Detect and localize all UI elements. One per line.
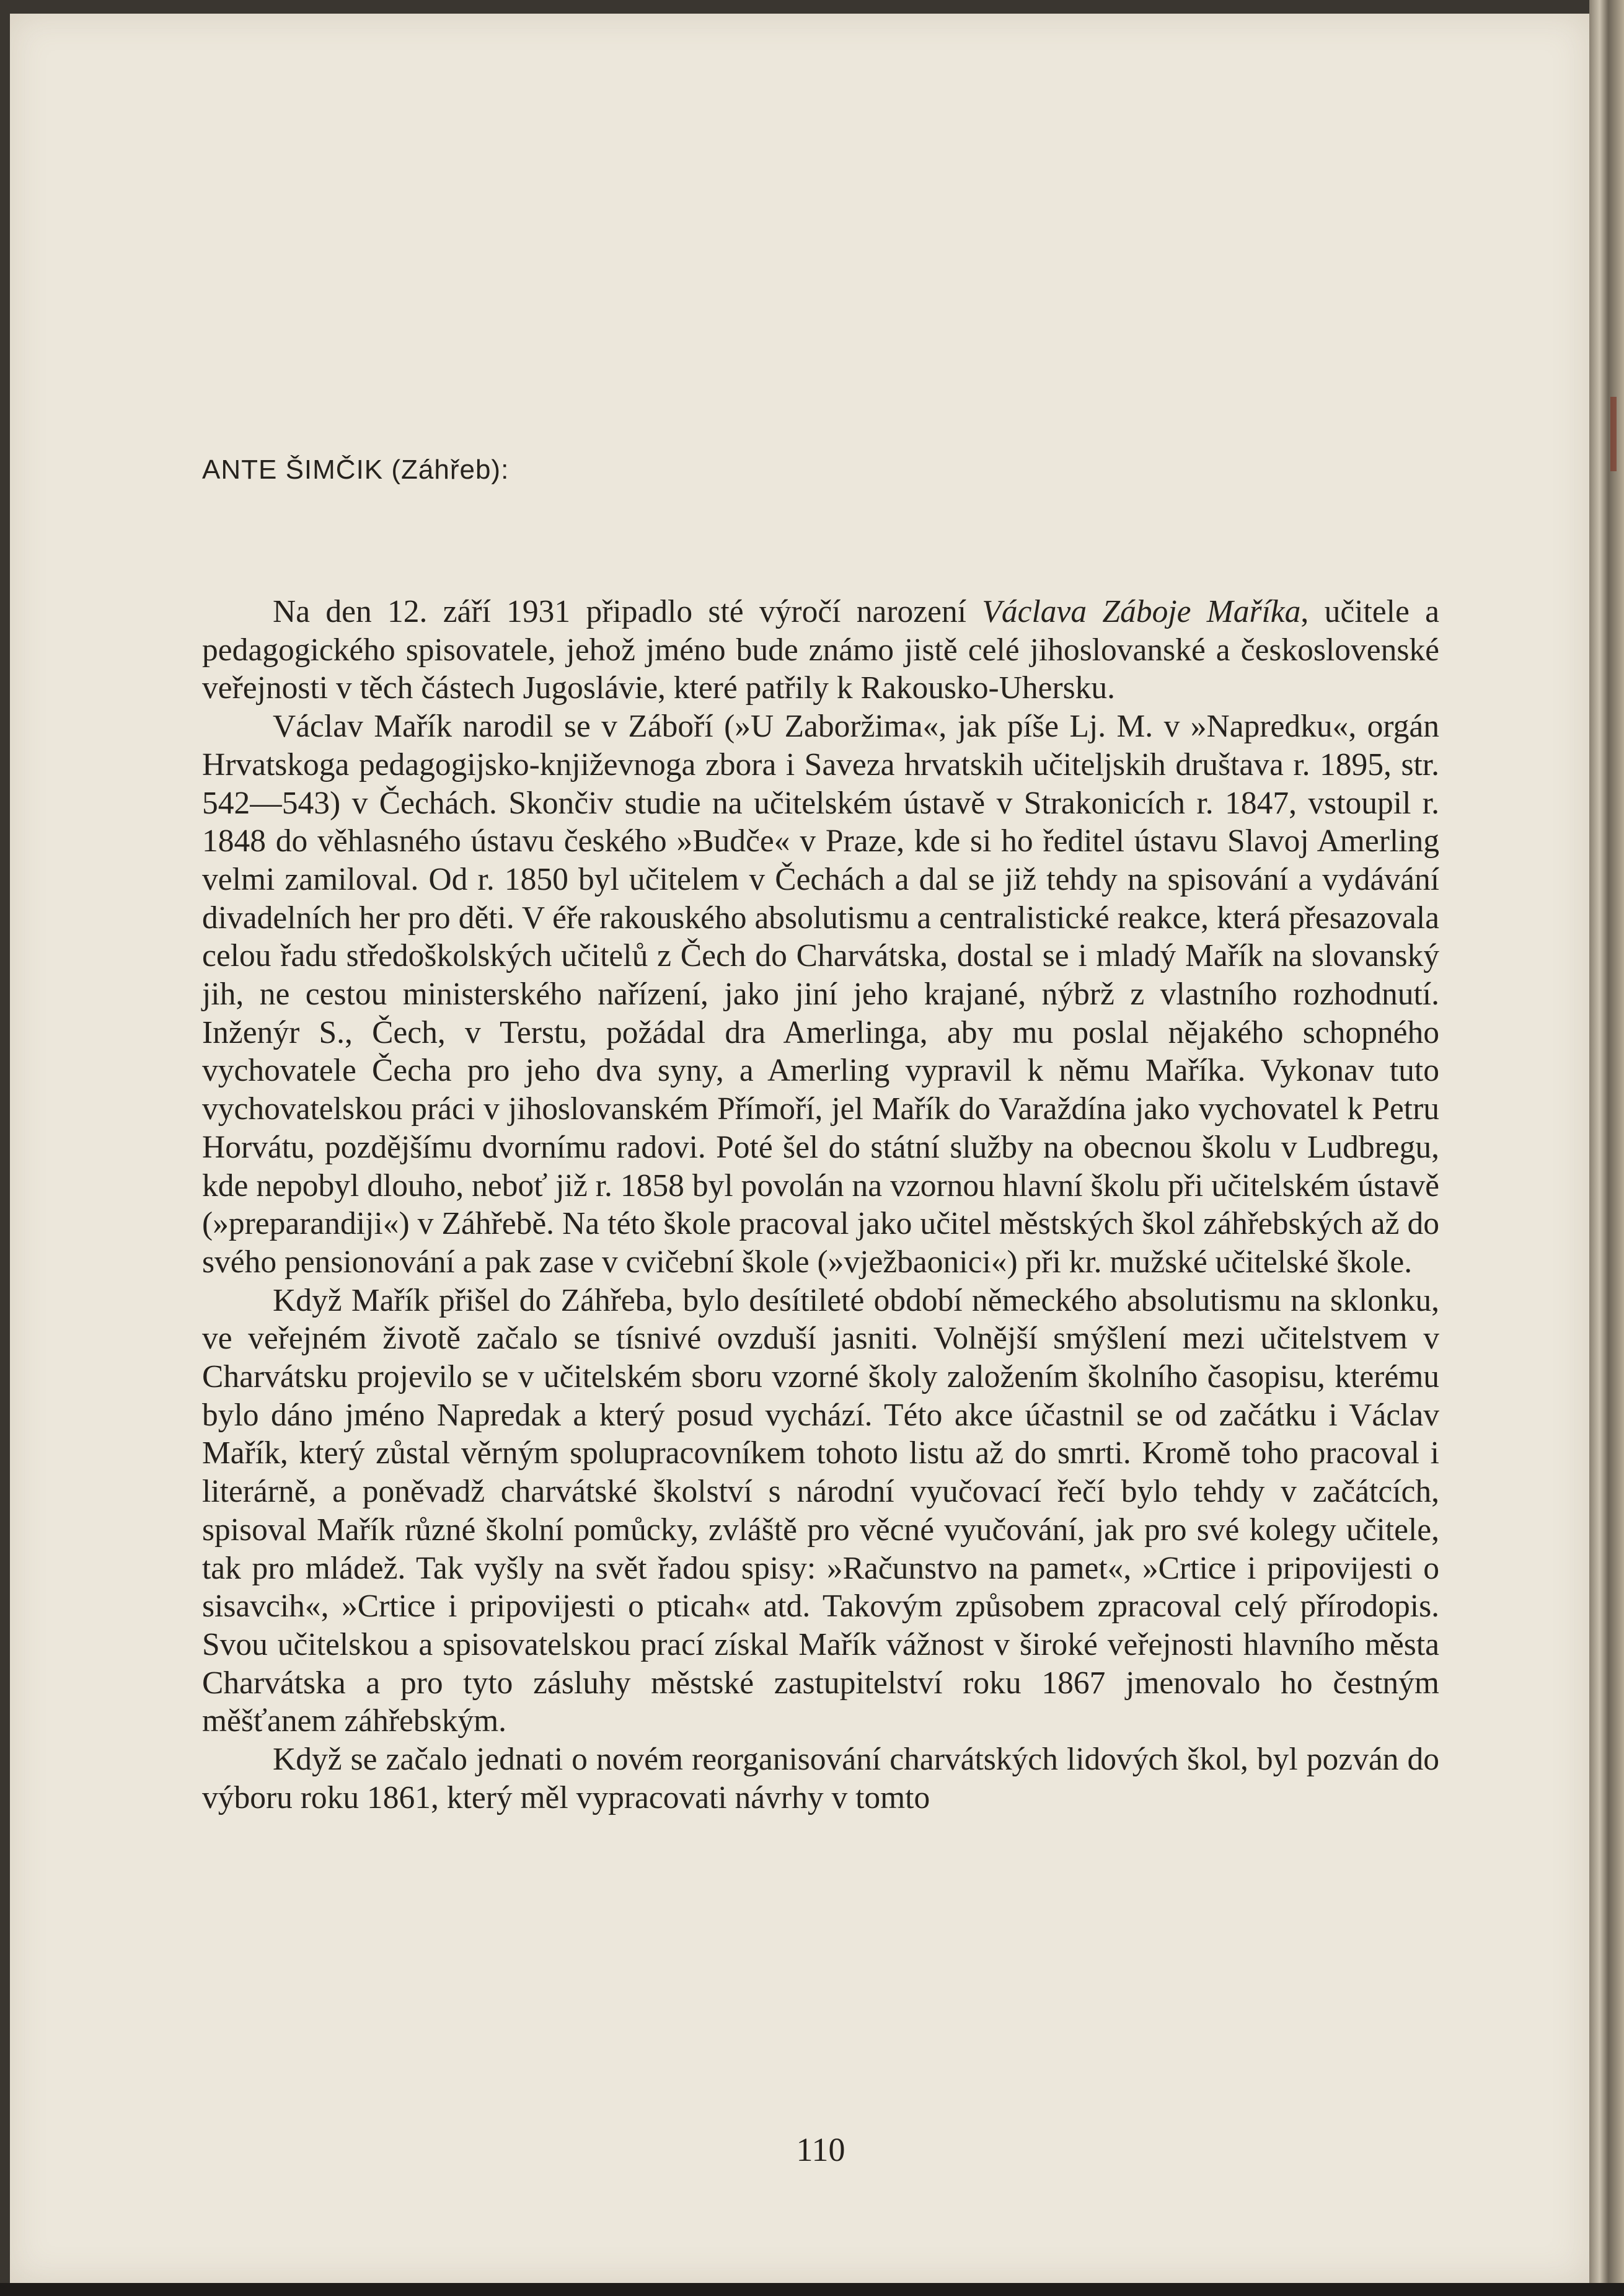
paragraph-1-start: Na den 12. září 1931 připadlo sté výročí narození: [273, 594, 982, 629]
author-line: ANTE ŠIMČIK (Záhřeb):: [202, 454, 510, 485]
paragraph-2: Václav Mařík narodil se v Záboří (»U Zaboržima«, jak píše Lj. M. v »Napredku«, orgán Hrvatskoga pedagogijsko-književnoga zbora i Saveza hrvatskih učiteljskih društava r. 1895, str. 542—543) v Čechách. Skončiv studie na učitelském ústavě v Strakonicích r. 1847, vstoupil r. 1848 do věhlasného ústavu českého »Budče« v Praze, kde si ho ředitel ústavu Slavoj Amerling velmi zamiloval. Od r. 1850 byl učitelem v Čechách a dal se již tehdy na spisování a vydávání divadelních her pro děti. V éře rakouského absolutismu a centralistické reakce, která přesazovala celou řadu středoškolských učitelů z Čech do Charvátska, dostal se i mladý Mařík na slovanský jih, ne cestou ministerského nařízení, jako jiní jeho krajané, nýbrž z vlastního rozhodnutí. Inženýr S., Čech, v Terstu, požádal dra Amerlinga, aby mu poslal nějakého schopného vychovatele Čecha pro jeho dva syny, a Amerling vypravil k němu Maříka. Vykonav tuto vychovatelskou práci v jihoslovanském Přímoří, jel Mařík do Varaždína jako vychovatel k Petru Horvátu, pozdějšímu dvornímu radovi. Poté šel do státní služby na obecnou školu v Ludbregu, kde nepobyl dlouho, neboť již r. 1858 byl povolán na vzornou hlavní školu při učitelském ústavě (»preparandiji«) v Záhřebě. Na této škole pracoval jako učitel městských škol záhřebských až do svého pensionování a pak zase v cvičební škole (»vježbaonici«) při kr. mužské učitelské škole.: [202, 709, 1439, 1280]
paragraph-1-name-italic: Václava Záboje Maříka: [982, 594, 1301, 629]
article-body: [202, 593, 1439, 1817]
paragraph-1: [202, 593, 1439, 707]
paragraph-3: Když Mařík přišel do Záhřeba, bylo desítileté období německého absolutismu na sklonku, ve veřejném životě začalo se tísnivé ovzduší jasniti. Volnější smýšlení mezi učitelstvem v Charvátsku projevilo se v učitelském sboru vzorné školy založením školního časopisu, kterému bylo dáno jméno Napredak a který posud vychází. Této akce účastnil se od začátku i Václav Mařík, který zůstal věrným spolupracovníkem tohoto listu až do smrti. Kromě toho pracoval i literárně, a poněvadž charvátské školství s národní vyučovací řečí bylo tehdy v začátcích, spisoval Mařík různé školní pomůcky, zvláště pro věcné vyučování, jak pro své kolegy učitele, tak pro mládež. Tak vyšly na svět řadou spisy: »Računstvo na pamet«, »Crtice i pripovijesti o sisavcih«, »Crtice i pripovijesti o pticah« atd. Takovým způsobem zpracoval celý přírodopis. Svou učitelskou a spisovatelskou prací získal Mařík vážnost v široké veřejnosti hlavního města Charvátska a pro tyto zásluhy městské zastupitelství roku 1867 jmenovalo ho čestným měšťanem záhřebským.: [202, 1282, 1439, 1739]
paragraph-1-end: , učitele a pedagogického spisovatele, jehož jméno bude známo jistě celé jihoslovanské a československé veřejnosti v těch částech Jugoslávie, které patřily k Rakousko-Uhersku.: [202, 594, 1439, 706]
paragraph-4: Když se začalo jednati o novém reorganisování charvátských lidových škol, byl pozván do výboru roku 1861, který měl vypracovati návrhy v tomto: [202, 1742, 1439, 1815]
scan-bottom-edge: [0, 2283, 1624, 2296]
binding-mark: [1610, 397, 1617, 471]
page-number: 110: [796, 2131, 845, 2168]
book-binding-edge: [1589, 0, 1624, 2296]
